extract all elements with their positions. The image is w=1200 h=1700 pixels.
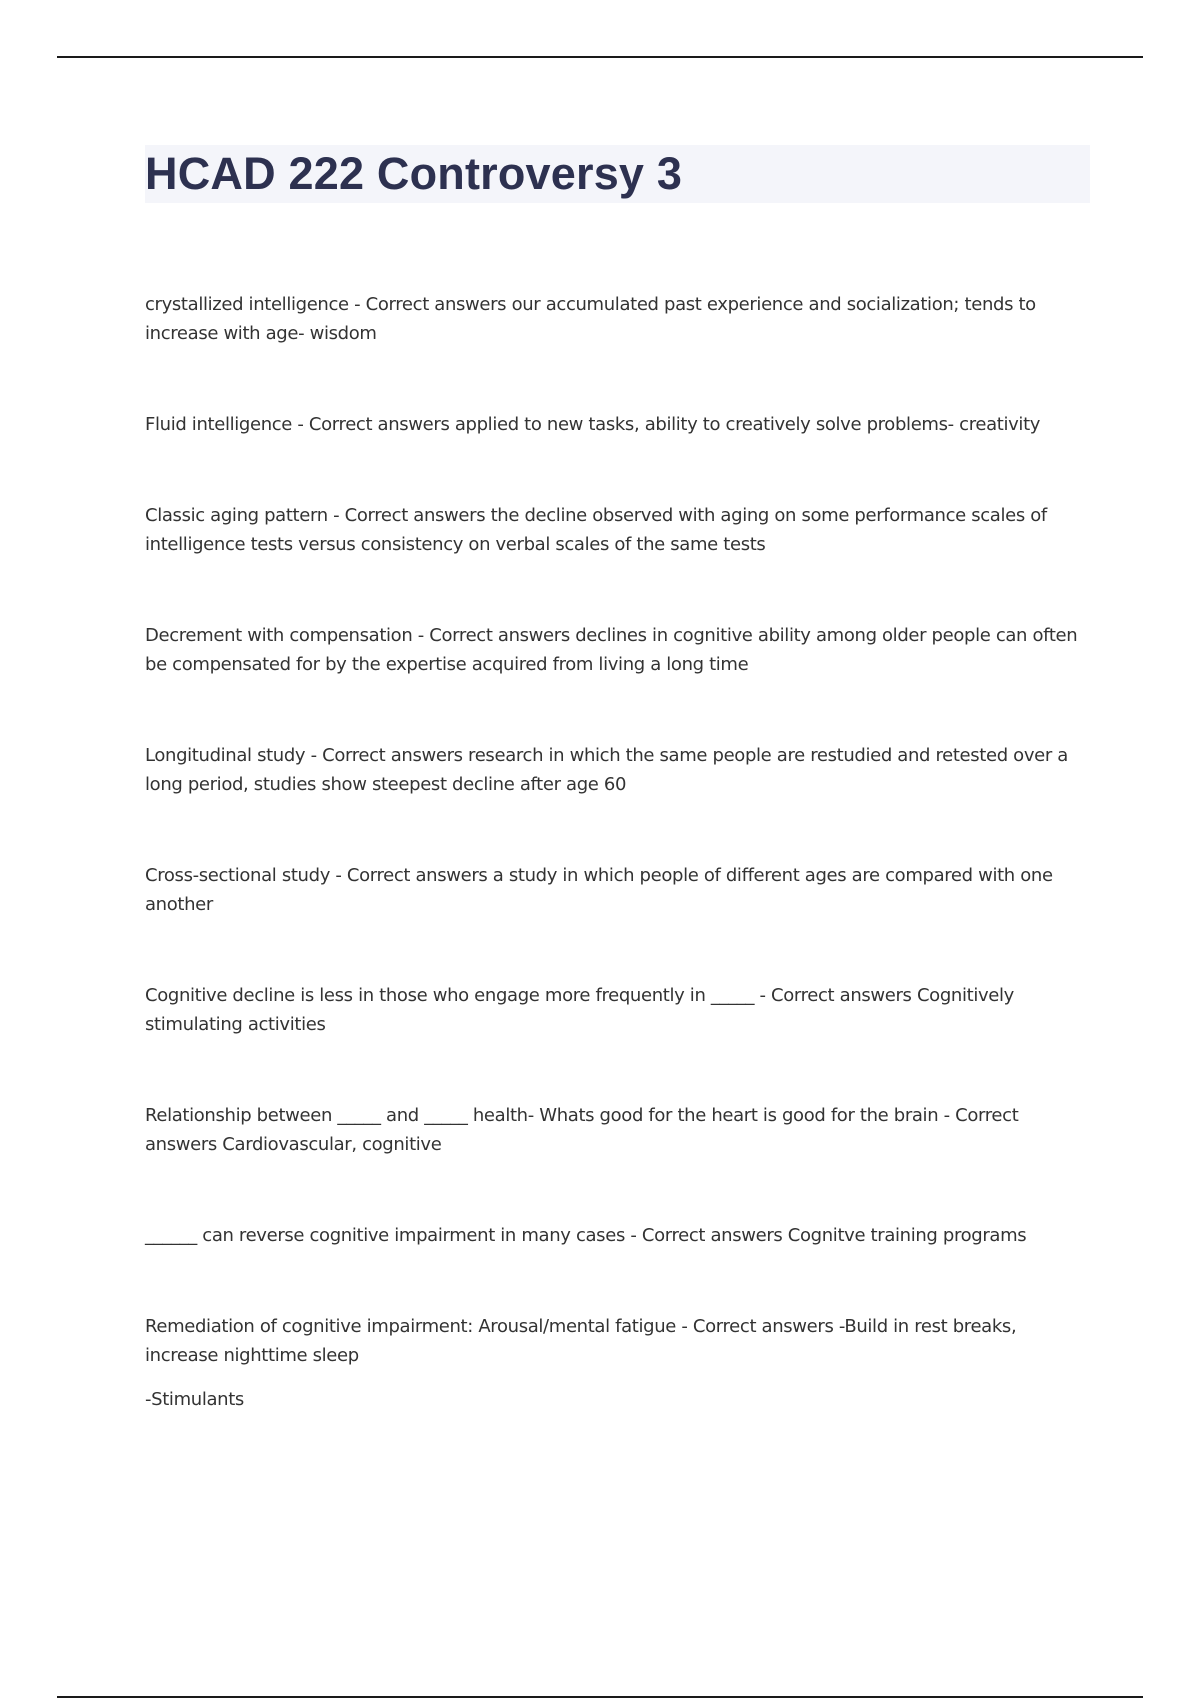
flashcard-longitudinal-study: Longitudinal study - Correct answers research in which the same people are restudied and retested over a long period, studies show steepest decline after age 60 xyxy=(145,745,1068,795)
flashcard-cross-sectional-study: Cross-sectional study - Correct answers a study in which people of different ages are compared with one another xyxy=(145,865,1053,915)
document-title: HCAD 222 Controversy 3 xyxy=(145,148,683,199)
flashcard-fluid-intelligence: Fluid intelligence - Correct answers applied to new tasks, ability to creatively solve problems- creativity xyxy=(145,414,1041,435)
flashcard-remediation xyxy=(145,1312,1090,1414)
flashcard-cognitive-training: ______ can reverse cognitive impairment in many cases - Correct answers Cognitve training programs xyxy=(145,1225,1027,1246)
flashcard-list xyxy=(145,290,1090,1414)
flashcard-cardiovascular-cognitive: Relationship between _____ and _____ health- Whats good for the heart is good for the brain - Correct answers Cardiovascular, cognitive xyxy=(145,1105,1019,1155)
flashcard-cognitive-decline: Cognitive decline is less in those who engage more frequently in _____ - Correct answers Cognitively stimulating activities xyxy=(145,985,1014,1035)
flashcard-classic-aging-pattern: Classic aging pattern - Correct answers the decline observed with aging on some performance scales of intelligence tests versus consistency on verbal scales of the same tests xyxy=(145,505,1047,555)
flashcard-remediation-extra: -Stimulants xyxy=(145,1389,244,1410)
top-rule xyxy=(57,56,1143,58)
flashcard-decrement-with-compensation: Decrement with compensation - Correct answers declines in cognitive ability among older people can often be compensated for by the expertise acquired from living a long time xyxy=(145,625,1078,675)
flashcard-crystallized-intelligence: crystallized intelligence - Correct answers our accumulated past experience and socialization; tends to increase with age- wisdom xyxy=(145,294,1036,344)
bottom-rule xyxy=(57,1696,1143,1698)
flashcard-remediation-text: Remediation of cognitive impairment: Arousal/mental fatigue - Correct answers -Build in rest breaks, increase nighttime sleep xyxy=(145,1316,1017,1366)
